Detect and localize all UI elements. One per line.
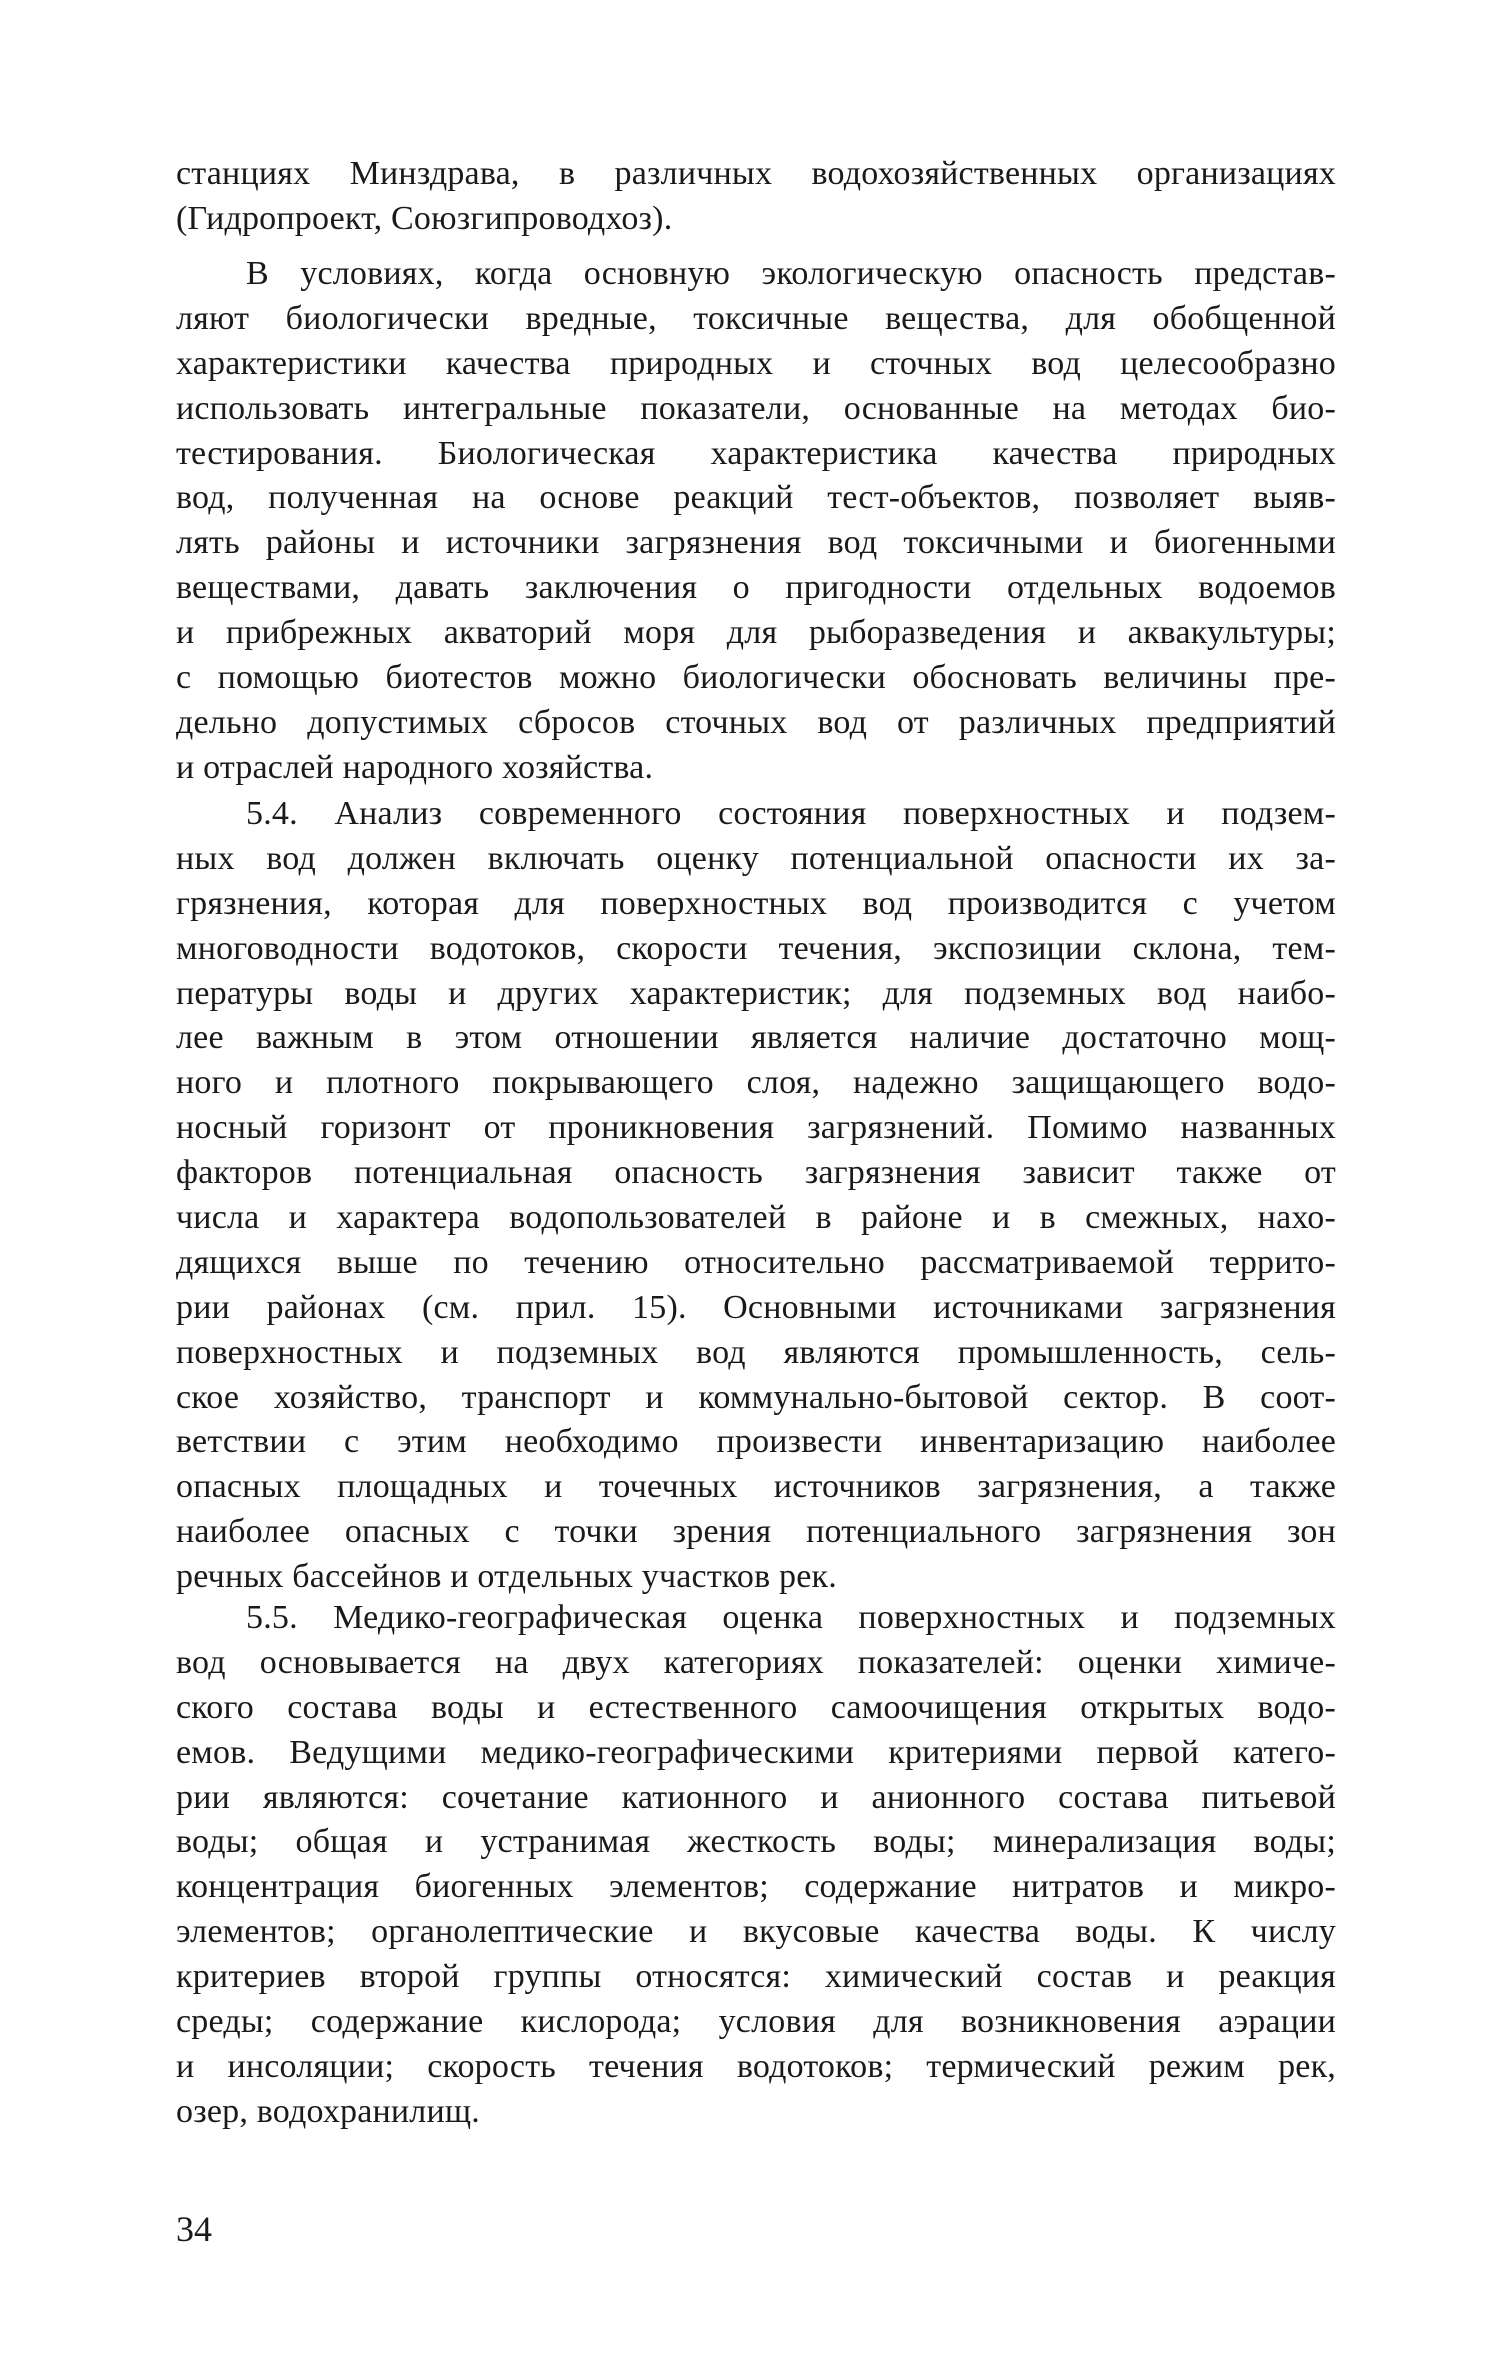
paragraph-bioassay — [176, 252, 1336, 791]
text-line: ного и плотного покрывающего слоя, надежно защищающего водо- — [176, 1064, 1336, 1102]
text-line: ляют биологически вредные, токсичные вещества, для обобщенной — [176, 299, 1336, 337]
text-line: носный горизонт от проникновения загрязнений. Помимо названных — [176, 1109, 1336, 1147]
text-line: вод основывается на двух категориях показателей: оценки химиче- — [176, 1643, 1336, 1681]
paragraph-continuation — [176, 152, 1336, 242]
text-line: и отраслей народного хозяйства. — [176, 748, 654, 786]
text-line: элементов; органолептические и вкусовые качества воды. К числу — [176, 1913, 1336, 1951]
text-line: тестирования. Биологическая характеристика качества природных — [176, 434, 1336, 472]
text-line: с помощью биотестов можно биологически обосновать величины пре- — [176, 659, 1336, 697]
text-line: (Гидропроект, Союзгипроводхоз). — [176, 199, 673, 237]
text-line: ское хозяйство, транспорт и коммунально-бытовой сектор. В соот- — [176, 1378, 1336, 1416]
text-line: вод, полученная на основе реакций тест-объектов, позволяет выяв- — [176, 479, 1336, 517]
text-line: и инсоляции; скорость течения водотоков; термический режим рек, — [176, 2047, 1336, 2085]
page-number: 34 — [176, 2209, 212, 2249]
text-line: опасных площадных и точечных источников загрязнения, а также — [176, 1468, 1336, 1506]
text-line: В условиях, когда основную экологическую опасность представ- — [246, 255, 1336, 292]
text-line: дящихся выше по течению относительно рассматриваемой террито- — [176, 1243, 1336, 1281]
text-line: концентрация биогенных элементов; содержание нитратов и микро- — [176, 1868, 1336, 1906]
text-line: характеристики качества природных и сточных вод целесообразно — [176, 344, 1336, 382]
text-line: среды; содержание кислорода; условия для возникновения аэрации — [176, 2003, 1336, 2041]
text-line: ского состава воды и естественного самоочищения открытых водо- — [176, 1688, 1336, 1726]
text-line: наиболее опасных с точки зрения потенциального загрязнения зон — [176, 1513, 1336, 1551]
text-line: 5.5. Медико-географическая оценка поверхностных и подземных — [246, 1599, 1336, 1636]
text-line: станциях Минздрава, в различных водохозяйственных организациях — [176, 155, 1336, 192]
text-line: 5.4. Анализ современного состояния поверхностных и подзем- — [246, 795, 1336, 832]
paragraph-section-5-5 — [176, 1596, 1336, 2135]
text-line: числа и характера водопользователей в районе и в смежных, нахо- — [176, 1199, 1336, 1237]
text-line: многоводности водотоков, скорости течения, экспозиции склона, тем- — [176, 929, 1336, 967]
text-line: воды; общая и устранимая жесткость воды; минерализация воды; — [176, 1823, 1336, 1861]
text-line: рии являются: сочетание катионного и анионного состава питьевой — [176, 1778, 1336, 1816]
paragraph-section-5-4 — [176, 792, 1336, 1600]
text-line: и прибрежных акваторий моря для рыборазведения и аквакультуры; — [176, 614, 1336, 652]
text-line: критериев второй группы относятся: химический состав и реакция — [176, 1958, 1336, 1996]
text-line: использовать интегральные показатели, основанные на методах био- — [176, 389, 1336, 427]
text-line: пературы воды и других характеристик; для подземных вод наибо- — [176, 974, 1336, 1012]
text-line: ных вод должен включать оценку потенциальной опасности их за- — [176, 839, 1336, 877]
text-line: дельно допустимых сбросов сточных вод от различных предприятий — [176, 703, 1336, 741]
text-line: рии районах (см. прил. 15). Основными источниками загрязнения — [176, 1288, 1336, 1326]
text-line: емов. Ведущими медико-географическими критериями первой катего- — [176, 1733, 1336, 1771]
text-line: озер, водохранилищ. — [176, 2092, 480, 2130]
text-line: факторов потенциальная опасность загрязнения зависит также от — [176, 1154, 1336, 1192]
text-line: ветствии с этим необходимо произвести инвентаризацию наиболее — [176, 1423, 1336, 1461]
text-line: лее важным в этом отношении является наличие достаточно мощ- — [176, 1019, 1336, 1057]
text-line: лять районы и источники загрязнения вод токсичными и биогенными — [176, 524, 1336, 562]
text-line: веществами, давать заключения о пригодности отдельных водоемов — [176, 569, 1336, 607]
text-line: поверхностных и подземных вод являются промышленность, сель- — [176, 1333, 1336, 1371]
text-line: грязнения, которая для поверхностных вод производится с учетом — [176, 884, 1336, 922]
text-line: речных бассейнов и отдельных участков рек. — [176, 1558, 837, 1596]
